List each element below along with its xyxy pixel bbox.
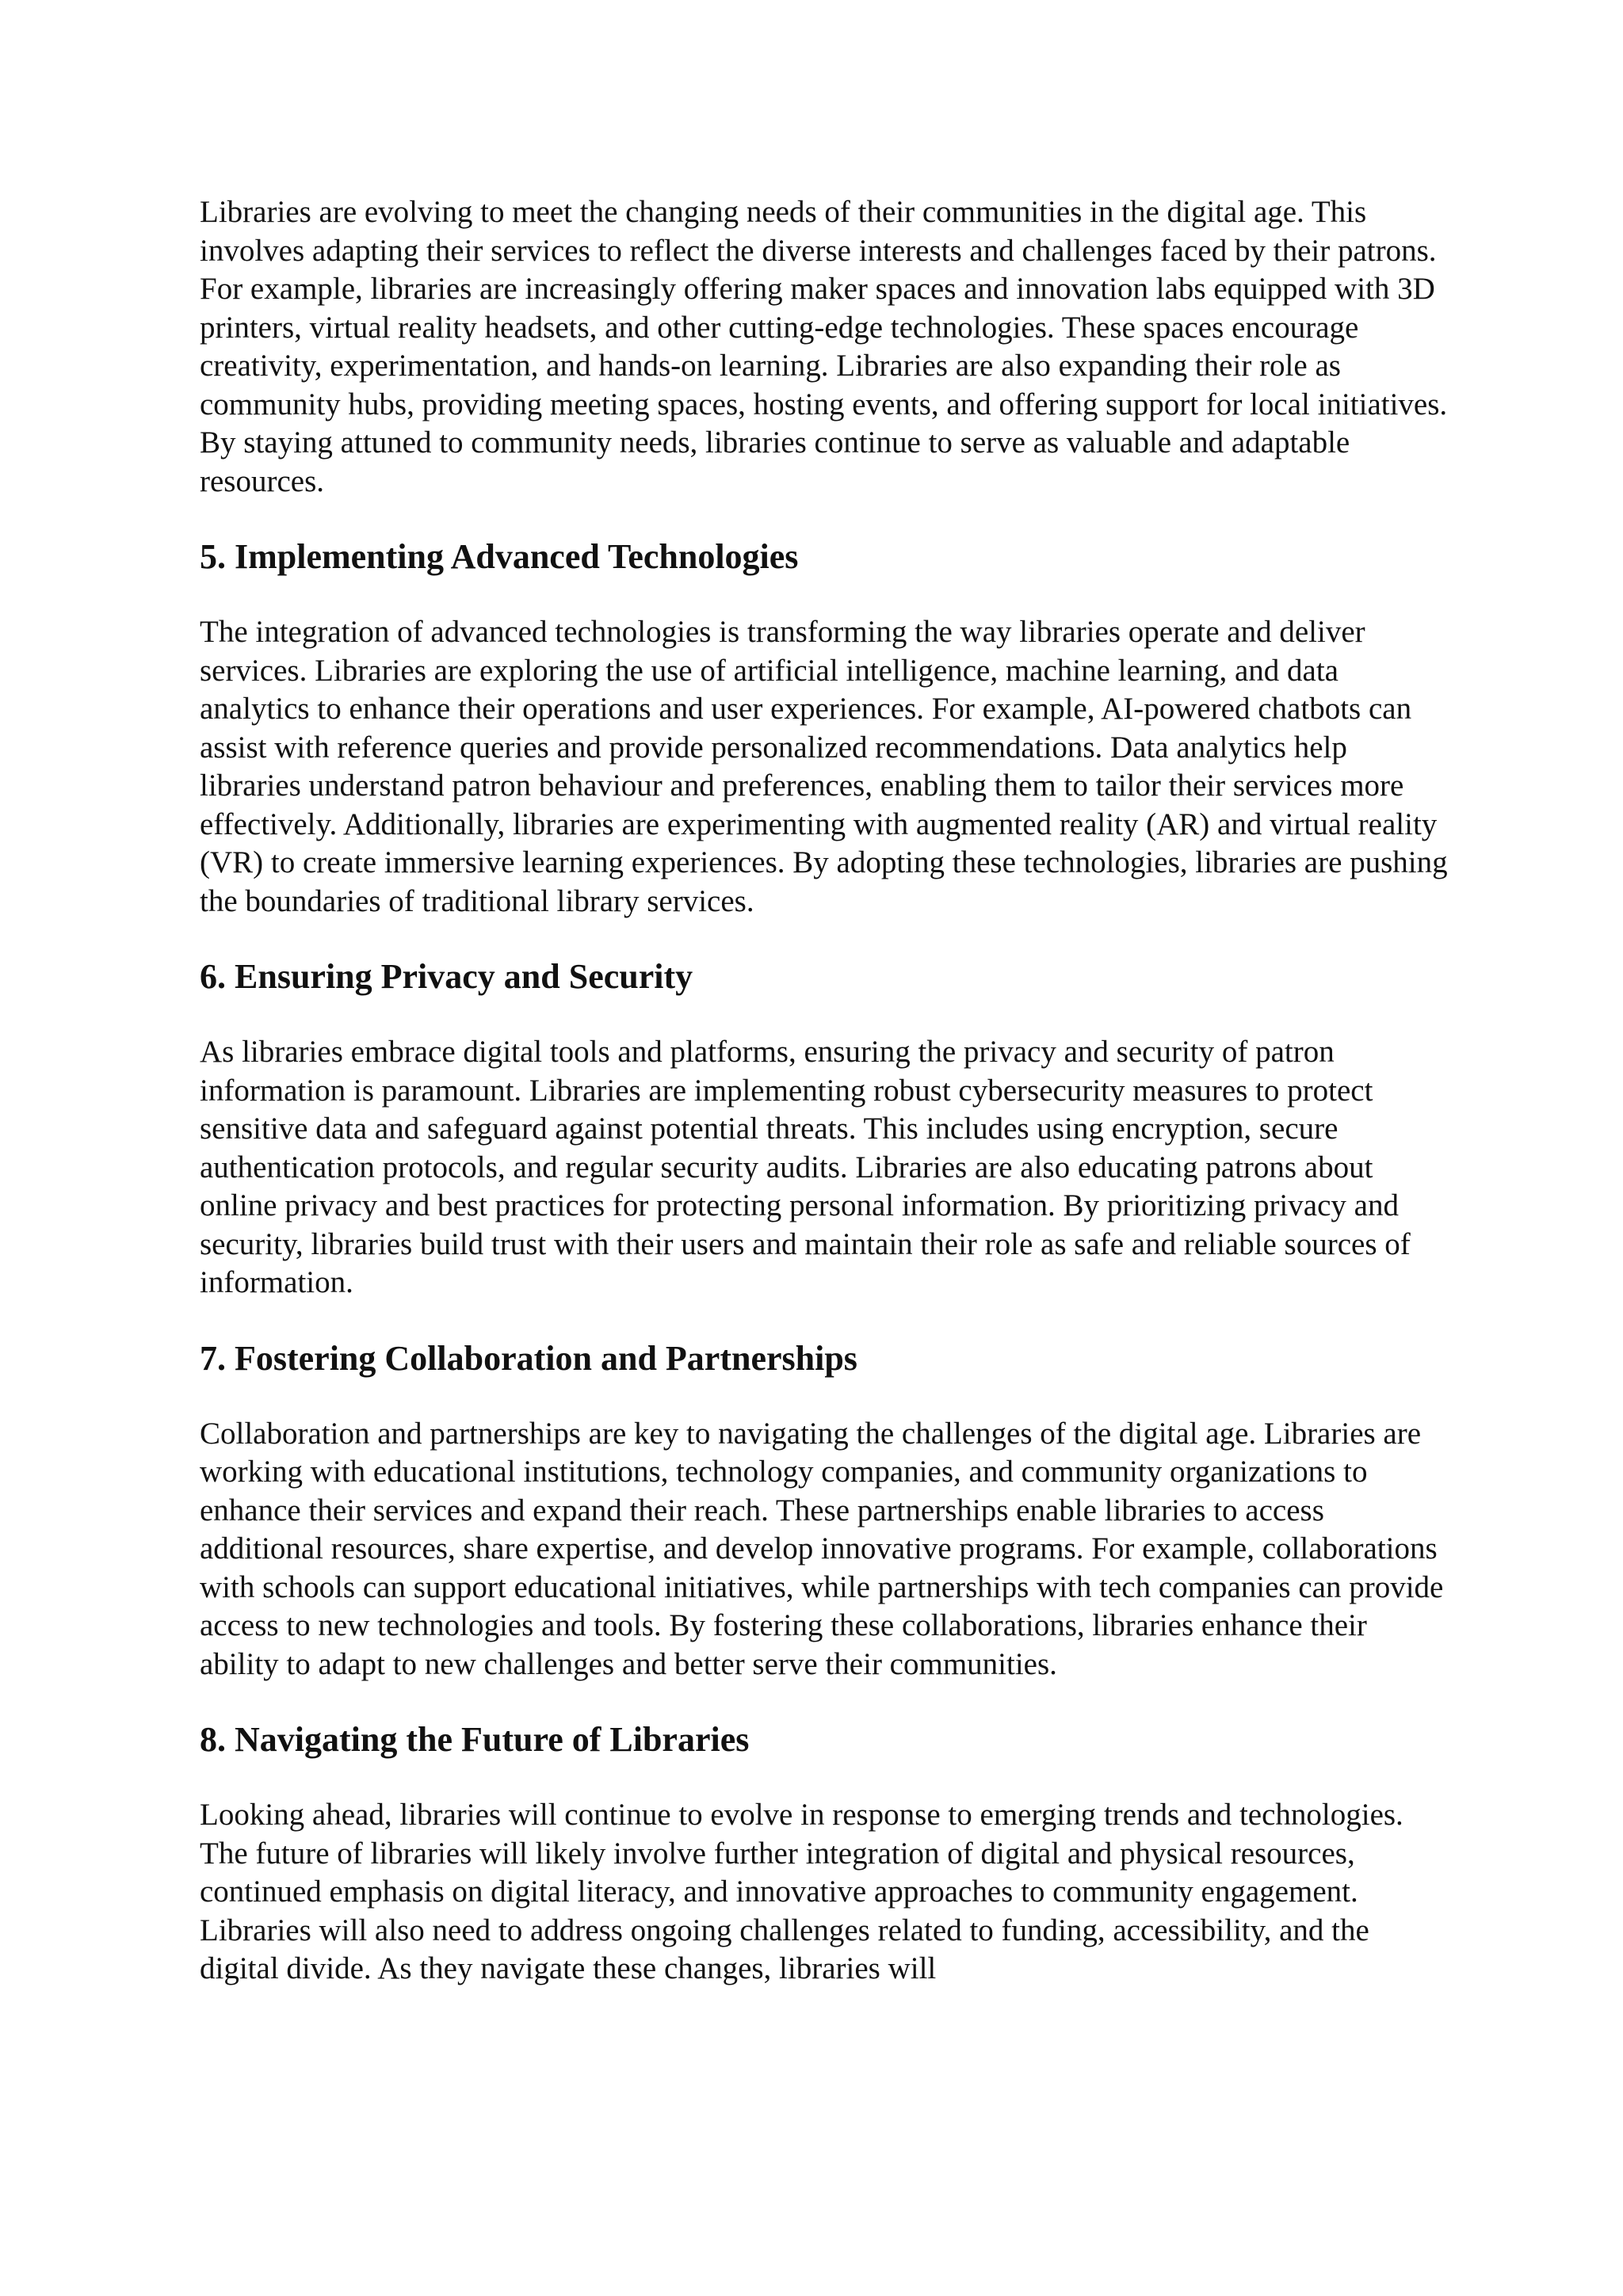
section-6-heading: 6. Ensuring Privacy and Security [200, 957, 693, 996]
section-7-paragraph: Collaboration and partnerships are key to navigating the challenges of the digital age. Libraries are working with educational institutions, technology companies, and community organizations to enhance their services and expand their reach. These partnerships enable libraries to access additional resources, share expertise, and develop innovative programs. For example, collaborations with schools can support educational initiatives, while partnerships with tech companies can provide access to new technologies and tools. By fostering these collaborations, libraries enhance their ability to adapt to new challenges and better serve their communities. [200, 1416, 1444, 1681]
section-7-heading: 7. Fostering Collaboration and Partnerships [200, 1338, 857, 1378]
section-8-paragraph: Looking ahead, libraries will continue to evolve in response to emerging trends and technologies. The future of libraries will likely involve further integration of digital and physical resources, continued emphasis on digital literacy, and innovative approaches to community engagement. Libraries will also need to address ongoing challenges related to funding, accessibility, and the digital divide. As they navigate these changes, libraries will [200, 1798, 1403, 1985]
section-8-heading: 8. Navigating the Future of Libraries [200, 1720, 750, 1759]
document-body [200, 193, 1452, 1989]
section-6-paragraph: As libraries embrace digital tools and platforms, ensuring the privacy and security of patron information is paramount. Libraries are implementing robust cybersecurity measures to protect sensitive data and safeguard against potential threats. This includes using encryption, secure authentication protocols, and regular security audits. Libraries are also educating patrons about online privacy and best practices for protecting personal information. By prioritizing privacy and security, libraries build trust with their users and maintain their role as safe and reliable sources of information. [200, 1035, 1411, 1299]
section-5-heading: 5. Implementing Advanced Technologies [200, 537, 799, 576]
intro-paragraph: Libraries are evolving to meet the changing needs of their communities in the digital age. This involves adapting their services to reflect the diverse interests and challenges faced by their patrons. For example, libraries are increasingly offering maker spaces and innovation labs equipped with 3D printers, virtual reality headsets, and other cutting-edge technologies. These spaces encourage creativity, experimentation, and hands-on learning. Libraries are also expanding their role as community hubs, providing meeting spaces, hosting events, and offering support for local initiatives. By staying attuned to community needs, libraries continue to serve as valuable and adaptable resources. [200, 195, 1448, 498]
section-5-paragraph: The integration of advanced technologies is transforming the way libraries operate and deliver services. Libraries are exploring the use of artificial intelligence, machine learning, and data analytics to enhance their operations and user experiences. For example, AI-powered chatbots can assist with reference queries and provide personalized recommendations. Data analytics help libraries understand patron behaviour and preferences, enabling them to tailor their services more effectively. Additionally, libraries are experimenting with augmented reality (AR) and virtual reality (VR) to create immersive learning experiences. By adopting these technologies, libraries are pushing the boundaries of traditional library services. [200, 615, 1448, 918]
